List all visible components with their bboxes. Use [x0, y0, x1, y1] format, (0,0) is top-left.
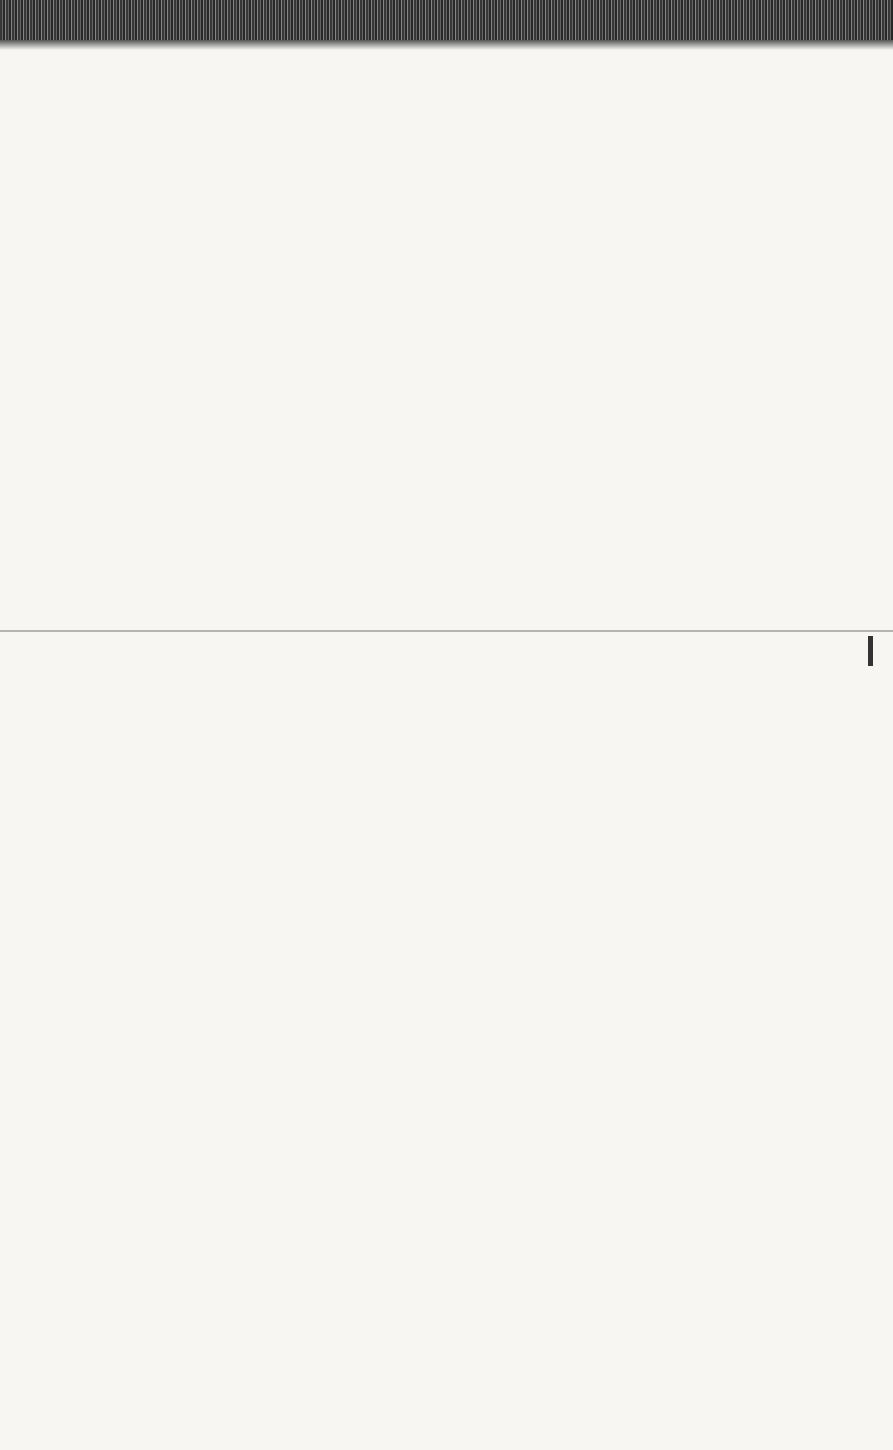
page-spine: [0, 630, 893, 632]
margin-mark: [868, 636, 873, 666]
scan-edge-fade: [0, 40, 893, 50]
